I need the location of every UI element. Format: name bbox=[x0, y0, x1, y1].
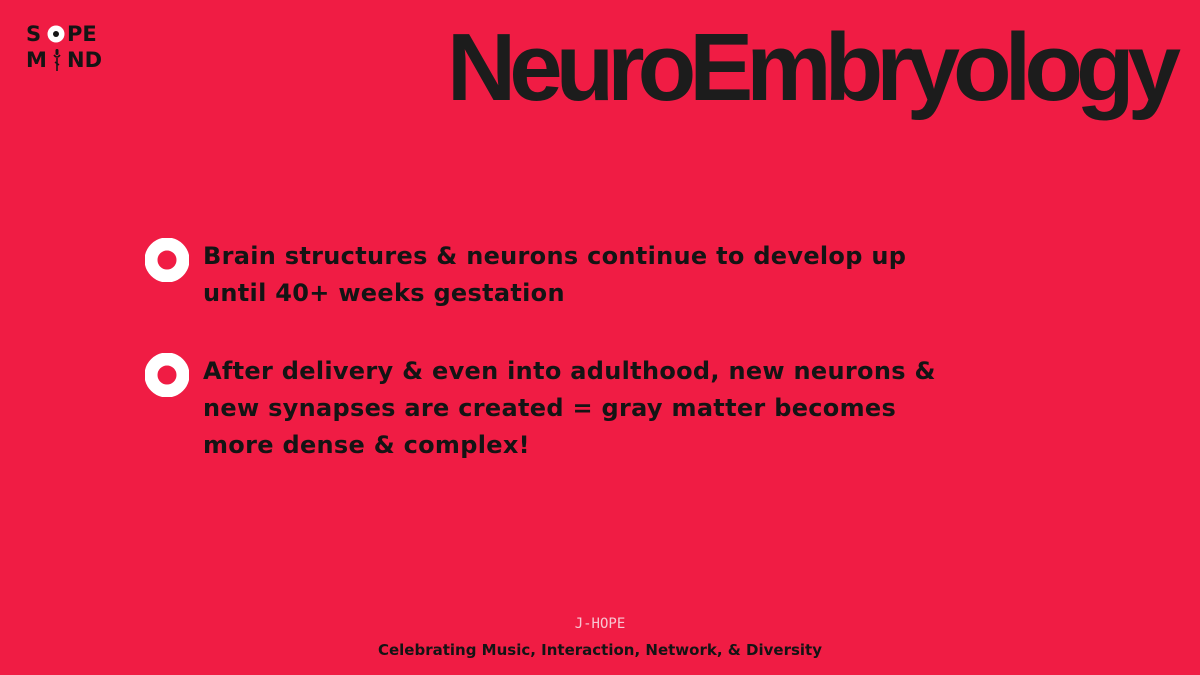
ring-bullet-icon bbox=[145, 353, 189, 397]
sope-mind-logo bbox=[26, 22, 116, 72]
footer-signature: J-HOPE bbox=[574, 616, 626, 632]
logo-letters-nd: ND bbox=[67, 48, 103, 72]
bullet-text: Brain structures & neurons continue to develop up until 40+ weeks gestation bbox=[203, 242, 907, 307]
ring-bullet-icon bbox=[145, 238, 189, 282]
bullet-item bbox=[145, 353, 965, 464]
bullet-item bbox=[145, 238, 965, 312]
slide-title: NeuroEmbryology bbox=[446, 14, 1174, 121]
logo-letter-m: M bbox=[26, 48, 47, 72]
footer-tagline: Celebrating Music, Interaction, Network, & Diversity bbox=[377, 641, 823, 659]
logo-letter-s: S bbox=[26, 22, 42, 46]
logo-letters-pe: PE bbox=[67, 22, 97, 46]
bullet-list bbox=[145, 238, 965, 505]
logo-microphone-icon bbox=[53, 49, 61, 71]
logo-record-icon bbox=[47, 25, 65, 43]
bullet-text: After delivery & even into adulthood, new neurons & new synapses are created = gray matter becomes more dense & complex! bbox=[203, 357, 936, 459]
